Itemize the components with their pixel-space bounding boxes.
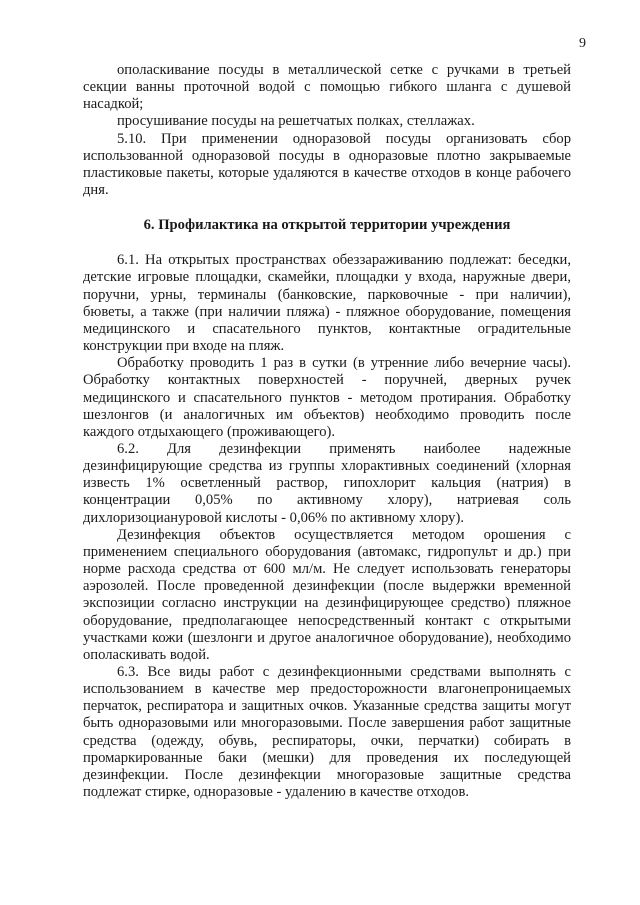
paragraph-6-1: 6.1. На открытых пространствах обеззараживанию подлежат: беседки, детские игровые площадки, скамейки, площадки у входа, наружные двери, поручни, урны, терминалы (банковские, парковочные - при наличии), бюветы, а также (при наличии пляжа) - пляжное оборудование, помещения медицинского и спасательного пунктов, контактные оградительные конструкции при входе на пляж.: [83, 252, 571, 355]
paragraph-6-2: 6.2. Для дезинфекции применять наиболее надежные дезинфицирующие средства из группы хлорактивных соединений (хлорная известь 1% осветленный раствор, гипохлорит кальция (натрия) в концентрации 0,05% по активному хлору), натриевая соль дихлоризоциануровой кислоты - 0,06% по активному хлору).: [83, 440, 571, 526]
paragraph-rinsing: ополаскивание посуды в металлической сетке с ручками в третьей секции ванны проточной водой с помощью гибкого шланга с душевой насадкой;: [83, 62, 571, 113]
section-heading-6: 6. Профилактика на открытой территории учреждения: [143, 217, 511, 234]
paragraph-6-3: 6.3. Все виды работ с дезинфекционными средствами выполнять с использованием в качестве мер предосторожности влагонепроницаемых перчаток, респиратора и защитных очков. Указанные средства защиты могут быть одноразовыми или многоразовыми. После завершения работ защитные средства (одежду, обувь, респираторы, очки, перчатки) собирать в промаркированные баки (мешки) для проведения их последующей дезинфекции. После дезинфекции многоразовые защитные средства подлежат стирке, одноразовые - удалению в качестве отходов.: [83, 664, 571, 801]
paragraph-disinfection-method: Дезинфекция объектов осуществляется методом орошения с применением специального оборудования (автомакс, гидропульт и др.) при норме расхода средства от 600 мл/м. Не следует использовать генераторы аэрозолей. После проведенной дезинфекции (после выдержки временной экспозиции согласно инструкции на дезинфицирующее средство) пляжное оборудование, предполагающее непосредственный контакт с открытыми участками кожи (шезлонги и другое аналогичное оборудование), необходимо ополаскивать водой.: [83, 526, 571, 663]
document-body: [83, 62, 571, 801]
paragraph-drying: просушивание посуды на решетчатых полках, стеллажах.: [117, 113, 475, 130]
paragraph-treatment-frequency: Обработку проводить 1 раз в сутки (в утренние либо вечерние часы). Обработку контактных поверхностей - поручней, дверных ручек медицинского и спасательного пунктов - методом протирания. Обработку шезлонгов (и аналогичных им объектов) необходимо проводить после каждого отдыхающего (проживающего).: [83, 355, 571, 440]
page-number: 9: [579, 36, 586, 51]
paragraph-5-10: 5.10. При применении одноразовой посуды организовать сбор использованной одноразовой посуды в одноразовые плотно закрываемые пластиковые пакеты, которые удаляются в качестве отходов в конце рабочего дня.: [83, 130, 571, 199]
